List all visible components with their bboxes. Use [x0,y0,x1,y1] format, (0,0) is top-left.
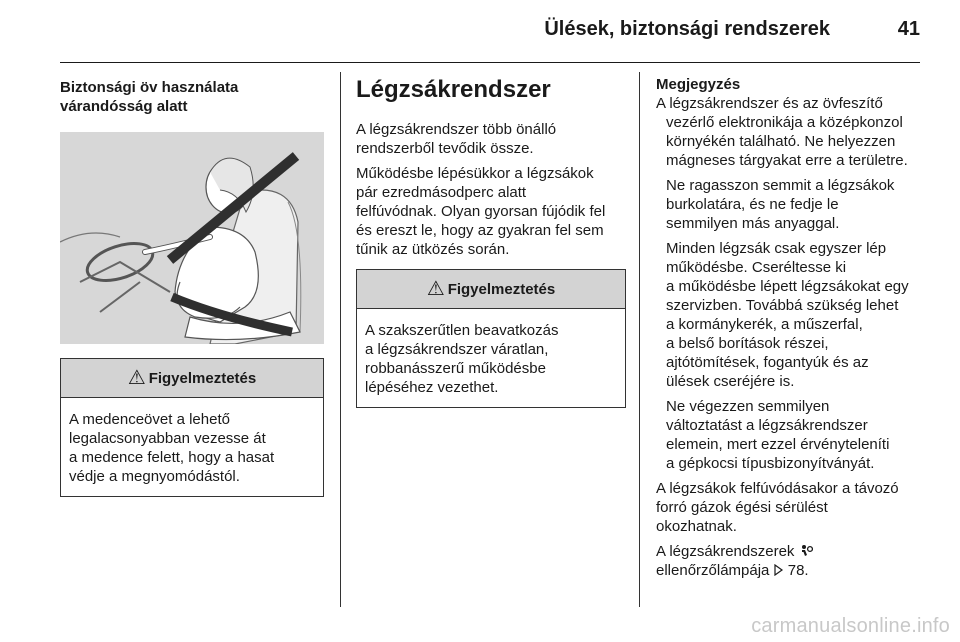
warning-line: lépéséhez vezethet. [365,379,499,396]
text-line: tűnik az ütközés során. [356,241,510,258]
page-number: 41 [897,18,920,40]
section-subhead [60,78,324,116]
section-title: Légzsákrendszer [356,76,551,103]
text-line: okozhatnak. [656,518,737,535]
text-line: környékén található. Ne helyezzen [666,133,896,150]
subhead-line: Biztonsági öv használata [60,79,239,96]
text-line: szervizben. Továbbá szükség lehet [666,297,899,314]
warning-line: legalacsonyabban vezesse át [69,430,266,447]
note-paragraph [666,239,930,391]
header-rule [60,62,920,63]
note-title: Megjegyzés [656,76,741,93]
text-line: a gépkocsi típusbizonyítványát. [666,455,875,472]
warning-line: A medenceövet a lehető [69,411,230,428]
paragraph [656,542,930,580]
airbag-warning-icon [799,543,813,560]
text-line: A légzsákrendszer több önálló [356,121,557,138]
note-paragraph [656,94,930,170]
note-paragraph [666,397,930,473]
warning-text [61,398,323,496]
warning-triangle-icon: ⚠ [127,367,146,389]
illustration-graphic [60,132,324,344]
text-line: és ereszt le, hogy az gyakran fel sem [356,222,604,239]
text-line: ülések cseréjére is. [666,373,795,390]
warning-box [356,269,626,408]
warning-line: a légzsákrendszer váratlan, [365,341,549,358]
text-line: a belső borítások részei, [666,335,829,352]
column-divider-right [639,72,640,607]
watermark: carmanualsonline.info [751,615,950,637]
paragraph [356,120,626,158]
subhead-line: várandósság alatt [60,98,188,115]
text-line: Ne ragasszon semmit a légzsákok [666,177,895,194]
text-line: vezérlő elektronikája a középkonzol [666,114,903,131]
column-2 [356,76,626,408]
column-3 [656,76,930,586]
text-line: rendszerből tevődik össze. [356,140,534,157]
text-line: forró gázok égési sérülést [656,499,828,516]
text-line: A légzsákok felfúvódásakor a távozó [656,480,899,497]
text-line: felfúvódnak. Olyan gyorsan fújódik fel [356,203,606,220]
warning-title: Figyelmeztetés [447,280,556,298]
pregnant-woman-seatbelt-illustration [60,132,324,344]
text-line: burkolatára, és ne fedje le [666,196,839,213]
warning-title: Figyelmeztetés [148,369,257,387]
warning-box [60,358,324,497]
text-line: ellenőrzőlámpája [656,562,770,579]
paragraph [356,164,626,259]
page-header [60,14,920,50]
text-line: változtatást a légzsákrendszer [666,417,868,434]
text-line: elemein, mert ezzel érvényteleníti [666,436,890,453]
text-line: a kormánykerék, a műszerfal, [666,316,863,333]
warning-triangle-icon: ⚠ [426,278,445,300]
text-line: a működésbe lépett légzsákokat egy [666,278,909,295]
text-line: A légzsákrendszerek [656,543,795,560]
warning-line: a medence felett, hogy a hasat [69,449,275,466]
header-title: Ülések, biztonsági rendszerek [544,18,830,40]
warning-header [61,359,323,398]
warning-text [357,309,625,407]
warning-line: A szakszerűtlen beavatkozás [365,322,559,339]
text-line: semmilyen más anyaggal. [666,215,840,232]
column-divider-left [340,72,341,607]
text-line: ajtótömítések, fogantyúk és az [666,354,869,371]
text-line: Minden légzsák csak egyszer lép [666,240,887,257]
warning-line: védje a megnyomódástól. [69,468,240,485]
text-line: Működésbe lépésükkor a légzsákok [356,165,594,182]
text-line: működésbe. Cseréltesse ki [666,259,847,276]
text-line: pár ezredmásodperc alatt [356,184,527,201]
text-line: mágneses tárgyakat erre a területre. [666,152,908,169]
column-1 [60,78,324,497]
warning-header [357,270,625,309]
note-paragraph [666,176,930,233]
paragraph [656,479,930,536]
text-line: Ne végezzen semmilyen [666,398,830,415]
text-line: A légzsákrendszer és az övfeszítő [656,95,883,112]
page-reference-arrow-icon [774,562,788,579]
page-reference-link[interactable]: 78. [787,562,809,579]
warning-line: robbanásszerű működésbe [365,360,546,377]
